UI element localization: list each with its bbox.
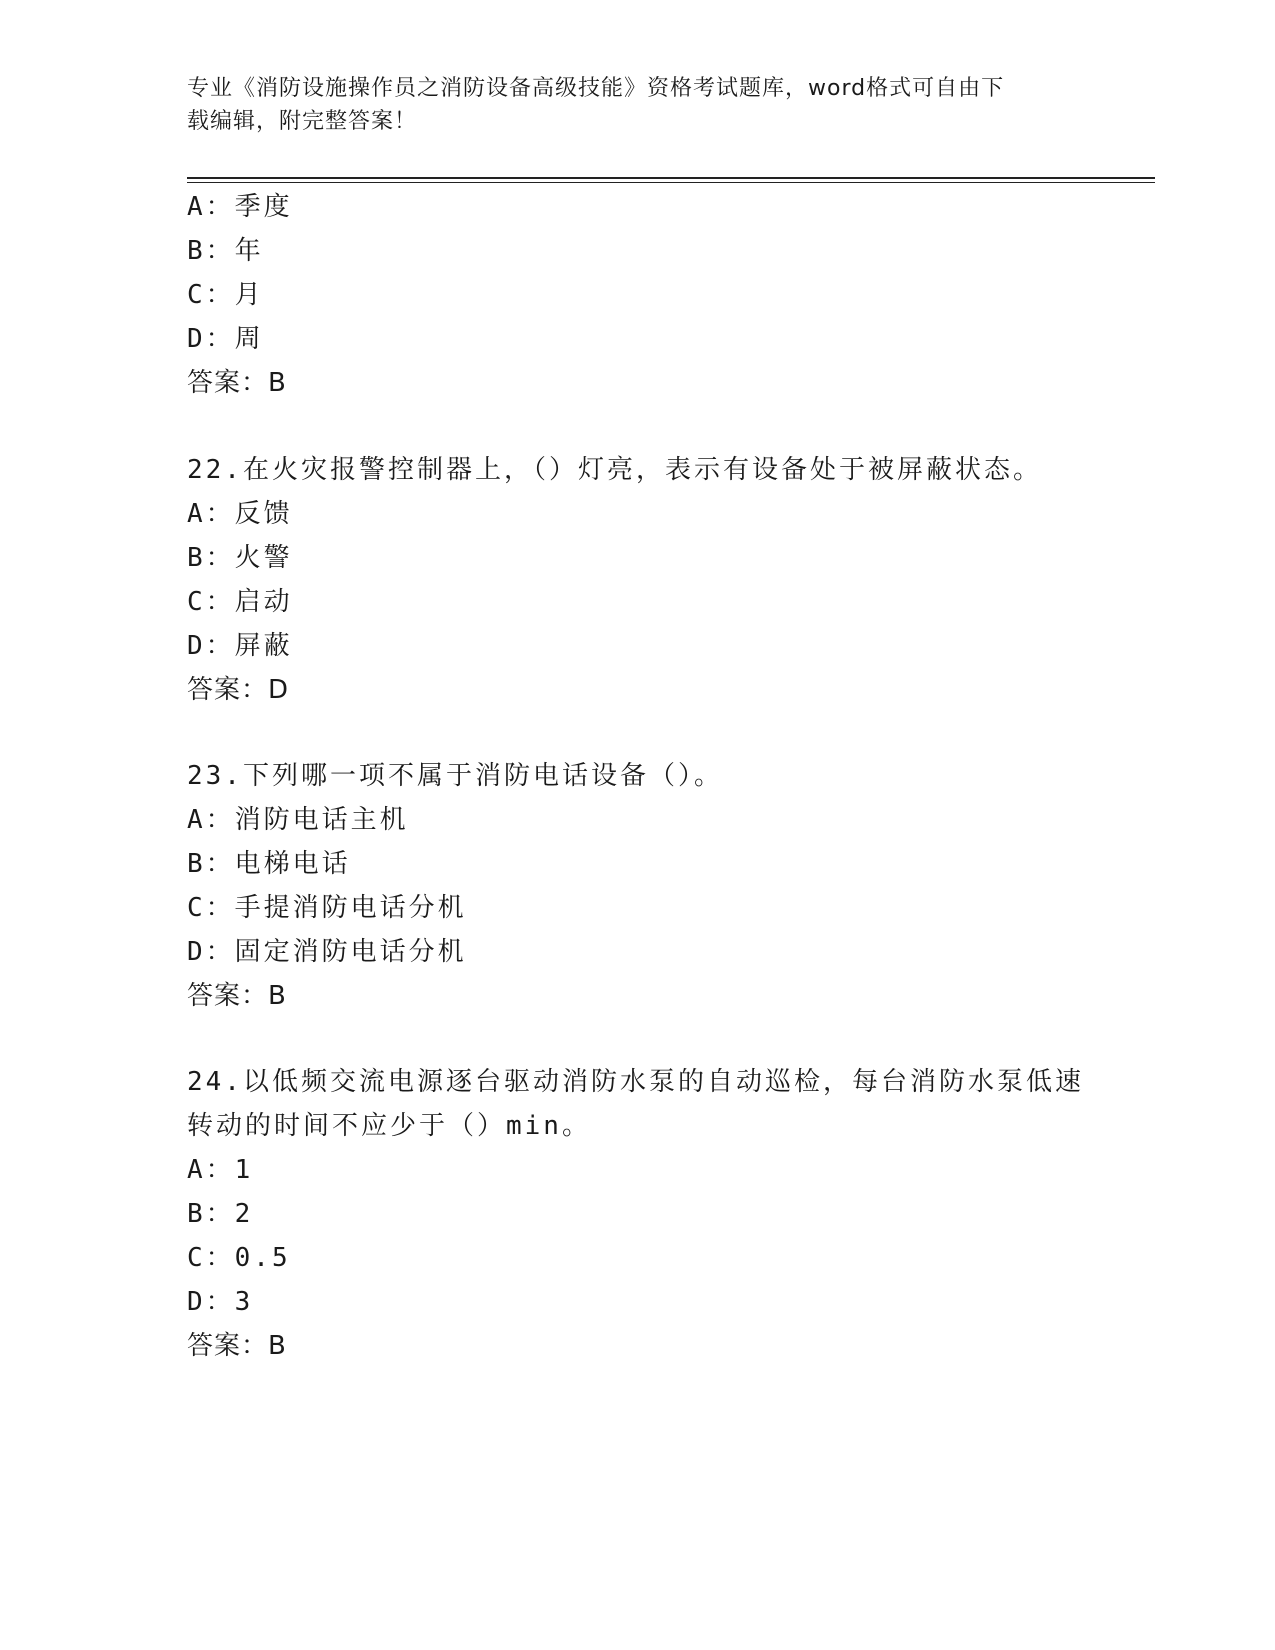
option-c: C：手提消防电话分机 — [187, 893, 467, 923]
document-header — [187, 72, 1067, 138]
option-c: C：启动 — [187, 587, 293, 617]
option-a: A：消防电话主机 — [187, 805, 409, 835]
header-divider-thick — [187, 177, 1155, 179]
question-stem-continued: 转动的时间不应少于（）min。 — [187, 1111, 591, 1141]
option-d: D：周 — [187, 324, 264, 354]
header-line-2: 载编辑，附完整答案！ — [187, 109, 418, 134]
option-b: B：年 — [187, 236, 264, 266]
option-a: A：反馈 — [187, 499, 293, 529]
option-d: D：屏蔽 — [187, 631, 293, 661]
option-b: B：2 — [187, 1199, 254, 1229]
option-a: A：1 — [187, 1155, 254, 1185]
option-b: B：电梯电话 — [187, 849, 351, 879]
answer: 答案：B — [187, 981, 287, 1011]
option-d: D：固定消防电话分机 — [187, 937, 467, 967]
option-d: D：3 — [187, 1287, 254, 1317]
question-stem: 24.以低频交流电源逐台驱动消防水泵的自动巡检，每台消防水泵低速 — [187, 1067, 1084, 1097]
question-stem: 23.下列哪一项不属于消防电话设备（）。 — [187, 761, 723, 791]
option-c: C：月 — [187, 280, 264, 310]
option-b: B：火警 — [187, 543, 293, 573]
option-c: C：0.5 — [187, 1243, 291, 1273]
header-divider-thin — [187, 182, 1155, 183]
question-stem: 22.在火灾报警控制器上，（）灯亮，表示有设备处于被屏蔽状态。 — [187, 455, 1042, 485]
header-line-1: 专业《消防设施操作员之消防设备高级技能》资格考试题库，word格式可自由下 — [187, 76, 1005, 101]
answer: 答案：B — [187, 368, 287, 398]
answer: 答案：D — [187, 675, 290, 705]
answer: 答案：B — [187, 1331, 287, 1361]
option-a: A：季度 — [187, 192, 293, 222]
